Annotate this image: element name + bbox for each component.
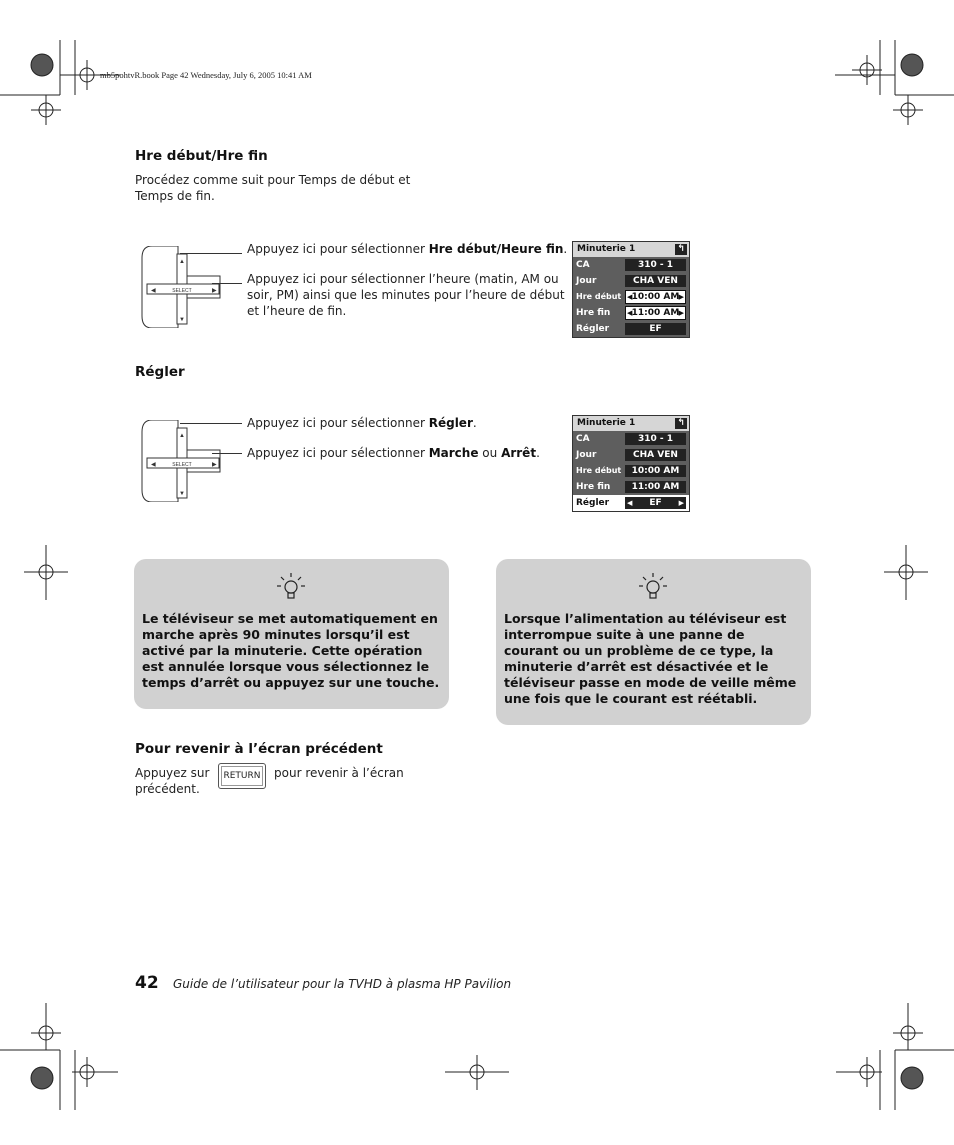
menu-title: Minuterie 1 ↰ xyxy=(573,416,689,431)
tip-box-right xyxy=(496,559,811,725)
remote-dpad-2 xyxy=(140,420,222,502)
svg-text:▶: ▶ xyxy=(212,288,217,294)
heading-start-end-time: Hre début/Hre fin xyxy=(135,148,268,164)
intro-text: Procédez comme suit pour Temps de début et Temps de fin. xyxy=(135,173,411,203)
menu-row-ca: CA 310 - 1 xyxy=(573,431,689,447)
svg-text:◀: ◀ xyxy=(151,288,156,294)
return-text-line2: précédent. xyxy=(135,782,200,796)
left-arrow-icon: ◀ xyxy=(627,293,633,301)
svg-text:▲: ▲ xyxy=(179,259,185,265)
svg-text:▼: ▼ xyxy=(179,317,185,323)
lightbulb-icon xyxy=(276,571,306,603)
menu-row-hre-fin: Hre fin 11:00 AM xyxy=(573,479,689,495)
return-text-before: Appuyez sur xyxy=(135,766,210,780)
instruction-select-start-end: Appuyez ici pour sélectionner Hre début/Heure fin. xyxy=(247,242,568,256)
left-arrow-icon: ◀ xyxy=(627,499,633,507)
menu-title: Minuterie 1 ↰ xyxy=(573,242,689,257)
back-icon: ↰ xyxy=(675,418,687,429)
page-number: 42 xyxy=(135,973,159,993)
right-arrow-icon: ▶ xyxy=(678,499,684,507)
remote-dpad-1 xyxy=(140,246,222,328)
heading-regler: Régler xyxy=(135,364,185,380)
return-text-after: pour revenir à l’écran xyxy=(274,766,404,780)
menu-row-regler: Régler EF xyxy=(573,321,689,337)
left-arrow-icon: ◀ xyxy=(627,309,633,317)
heading-return: Pour revenir à l’écran précédent xyxy=(135,741,383,757)
timer-menu-1 xyxy=(572,241,690,338)
instruction-select-hour: Appuyez ici pour sélectionner l’heure (matin, AM ou soir, PM) ainsi que les minutes pour l’heure de début et l’heure de fin. xyxy=(247,272,565,318)
svg-text:▼: ▼ xyxy=(179,491,185,497)
menu-row-regler: Régler ◀ EF ▶ xyxy=(573,495,689,511)
menu-row-jour: Jour CHA VEN xyxy=(573,447,689,463)
back-icon: ↰ xyxy=(675,244,687,255)
right-arrow-icon: ▶ xyxy=(678,293,684,301)
dpad-select-label: SELECT xyxy=(172,462,192,468)
svg-text:▶: ▶ xyxy=(212,462,217,468)
menu-row-hre-fin: Hre fin ◀ 11:00 AM ▶ xyxy=(576,308,684,318)
menu-row-hre-debut: Hre début 10:00 AM xyxy=(573,463,689,479)
dpad-select-label: SELECT xyxy=(172,288,192,294)
tip-text-right: Lorsque l’alimentation au téléviseur est interrompue suite à une panne de courant ou un problème de ce type, la minuterie d’arrêt est désactivée et le téléviseur passe en mode de veille même une fois que le courant est réétabli. xyxy=(504,611,797,706)
menu-row-jour: Jour CHA VEN xyxy=(573,273,689,289)
file-header-note: mb5pohtvR.book Page 42 Wednesday, July 6, 2005 10:41 AM xyxy=(100,70,312,80)
instruction-select-regler: Appuyez ici pour sélectionner Régler. xyxy=(247,416,477,430)
svg-text:▲: ▲ xyxy=(179,433,185,439)
tip-box-left xyxy=(134,559,449,709)
timer-menu-2 xyxy=(572,415,690,512)
menu-row-hre-debut: Hre début ◀ 10:00 AM ▶ xyxy=(576,292,684,302)
right-arrow-icon: ▶ xyxy=(678,309,684,317)
tip-text-left: Le téléviseur se met automatiquement en marche après 90 minutes lorsqu’il est activé par la minuterie. Cette opération est annulée lorsque vous sélectionnez le temps d’arrêt ou appuyez sur une touche. xyxy=(142,611,440,690)
menu-row-ca: CA 310 - 1 xyxy=(573,257,689,273)
lightbulb-icon xyxy=(638,571,668,603)
svg-text:◀: ◀ xyxy=(151,462,156,468)
return-button[interactable]: RETURN xyxy=(218,763,266,789)
footer-title: Guide de l’utilisateur pour la TVHD à plasma HP Pavilion xyxy=(173,977,512,991)
instruction-select-on-off: Appuyez ici pour sélectionner Marche ou Arrêt. xyxy=(247,446,540,460)
